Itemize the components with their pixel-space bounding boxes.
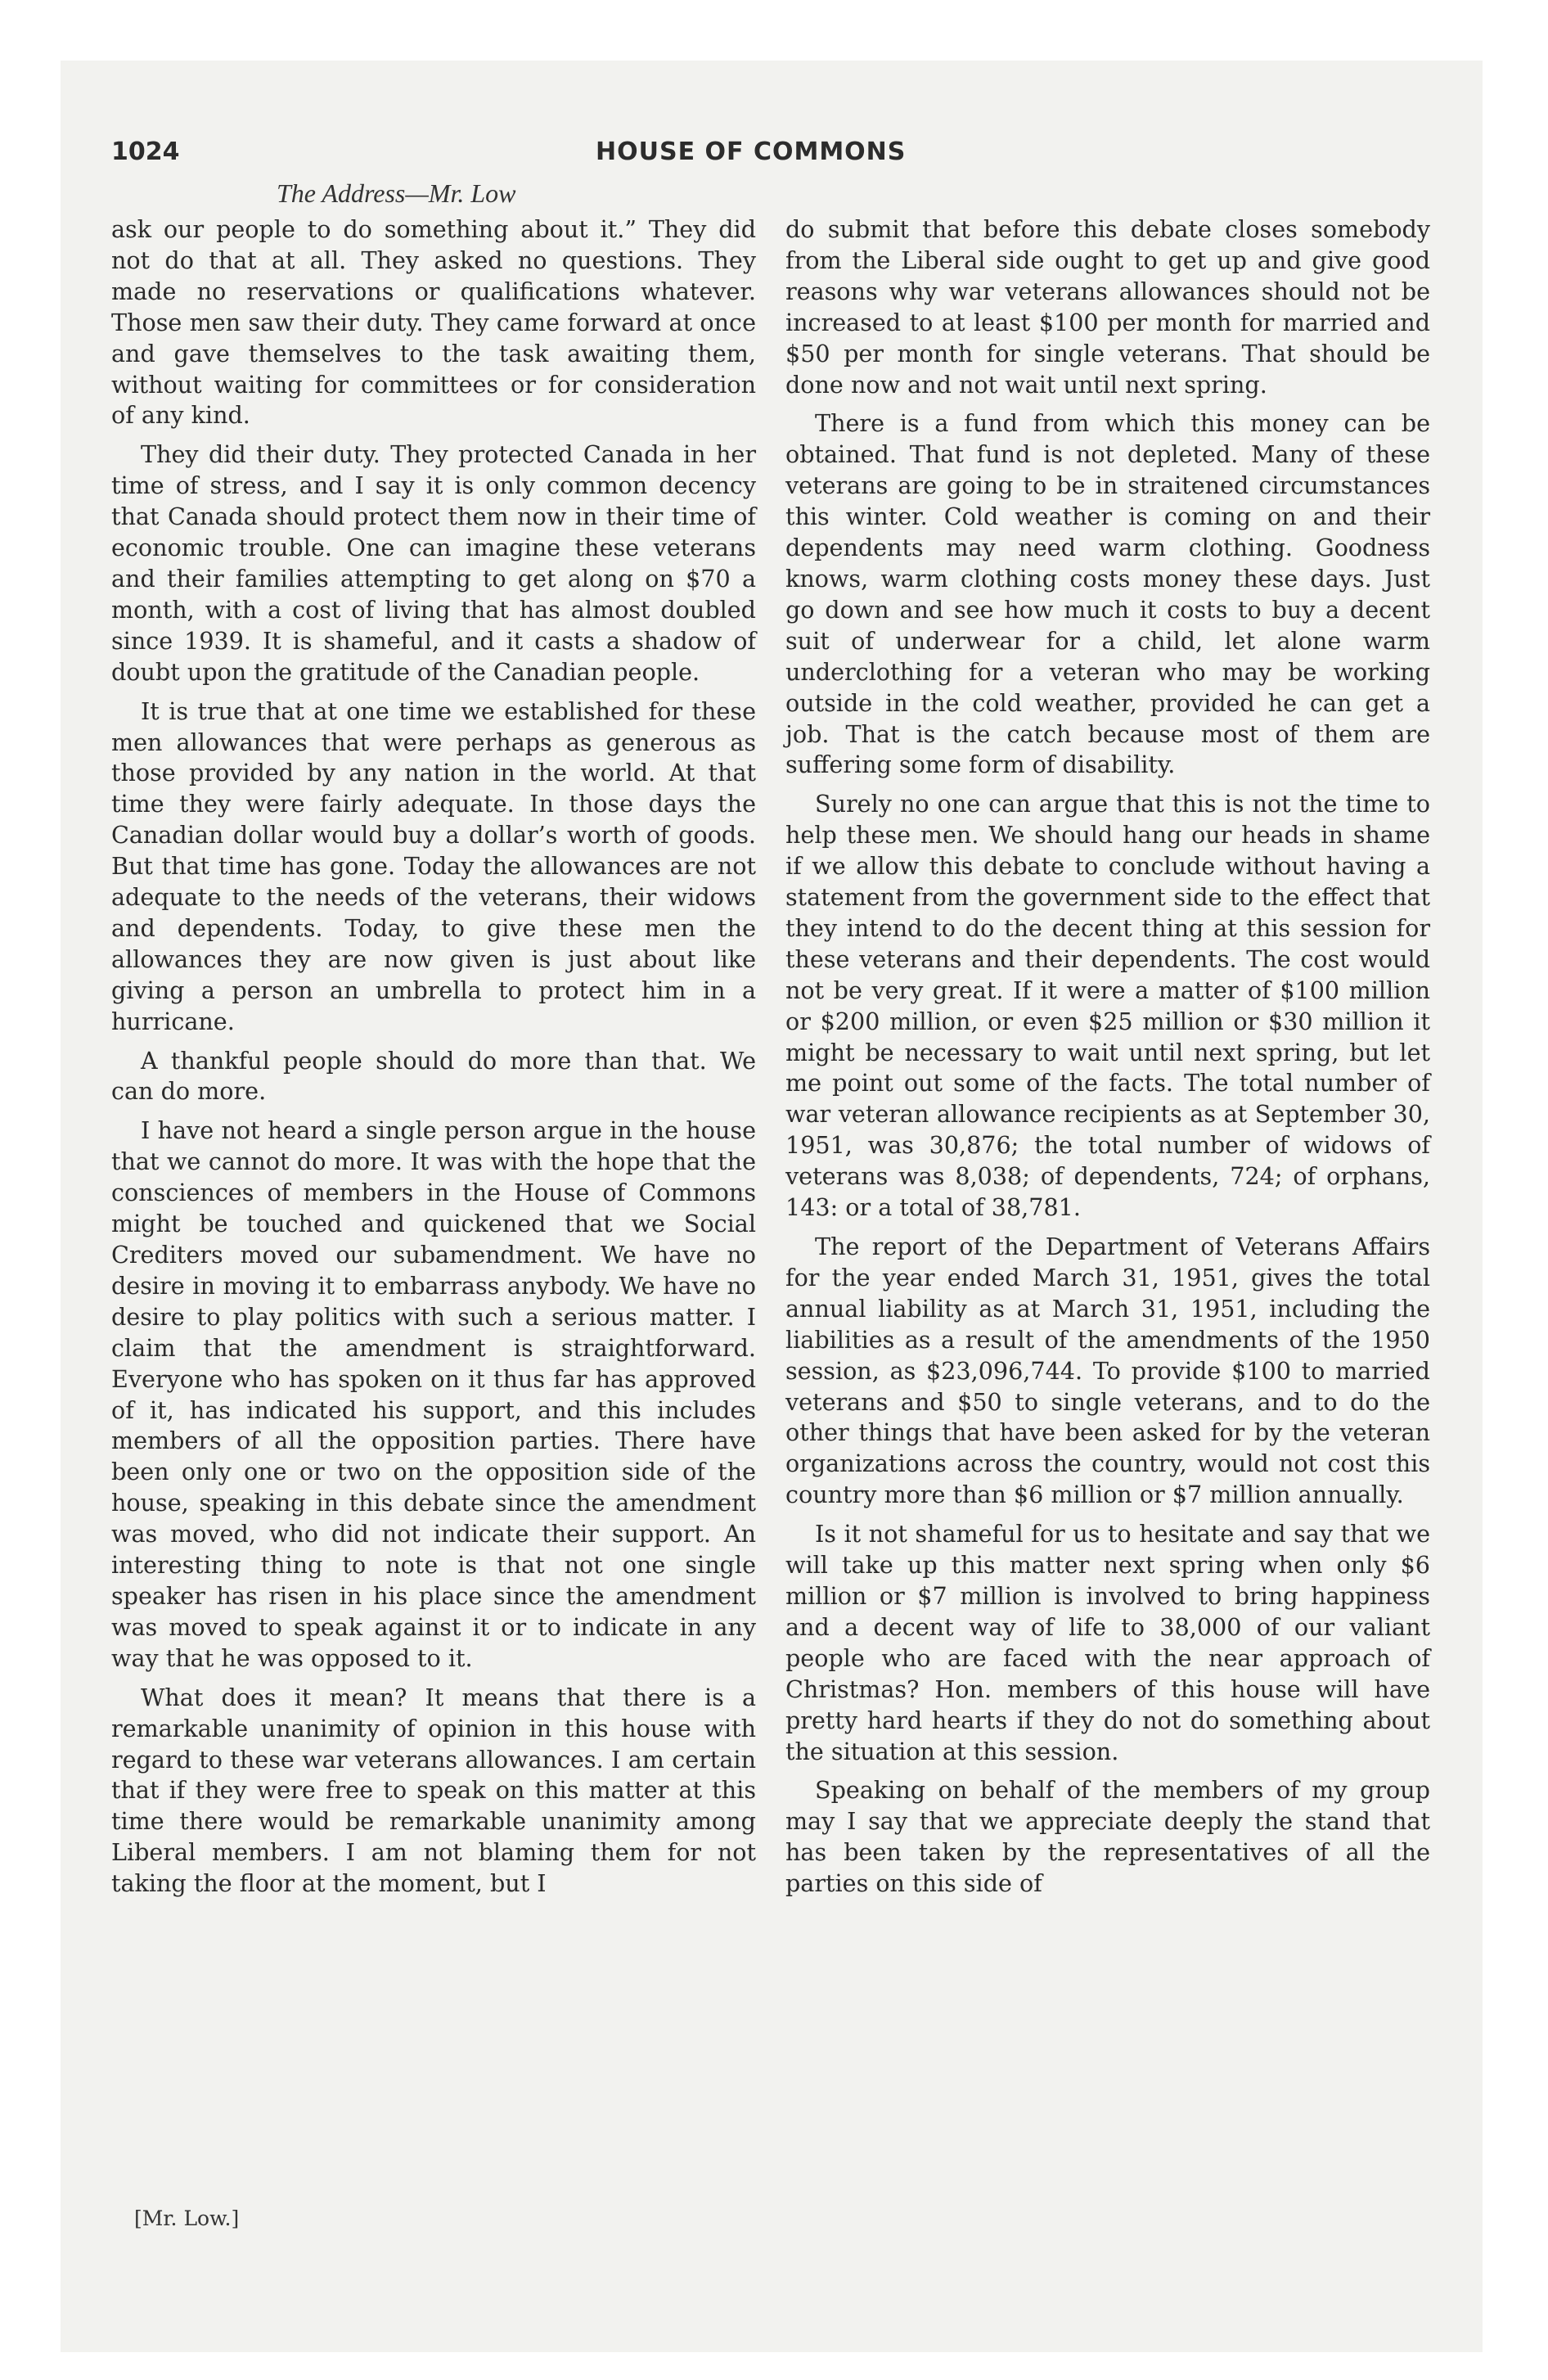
paragraph: I have not heard a single person argue in the house that we cannot do more. It was with the hope that the consciences of members in the House of Commons might be touched and quickened that we Social Crediters moved our subamendment. We have no desire in moving it to embarrass anybody. We have no desire to play politics with such a serious matter. I claim that the amendment is straightforward. Everyone who has spoken on it thus far has approved of it, has indicated his support, and this includes members of all the opposition parties. There have been only one or two on the opposition side of the house, speaking in this debate since the amendment was moved, who did not indicate their support. An interesting thing to note is that not one single speaker has risen in his place since the amendment was moved to speak against it or to indicate in any way that he was opposed to it. bbox=[111, 1116, 756, 1672]
paragraph: Surely no one can argue that this is not the time to help these men. We should hang our heads in shame if we allow this debate to conclude without having a statement from the government side to the effect that they intend to do the decent thing at this session for these veterans and their dependents. The cost would not be very great. If it were a matter of $100 million or $200 million, or even $25 million or $30 million it might be necessary to wait until next spring, but let me point out some of the facts. The total number of war veteran allowance recipients as at September 30, 1951, was 30,876; the total number of widows of veterans was 8,038; of dependents, 724; of orphans, 143: or a total of 38,781. bbox=[785, 790, 1430, 1222]
paragraph: It is true that at one time we established for these men allowances that were perhaps as generous as those provided by any nation in the world. At that time they were fairly adequate. In those days the Canadian dollar would buy a dollar’s worth of goods. But that time has gone. Today the allowances are not adequate to the needs of the veterans, their widows and dependents. Today, to give these men the allowances they are now given is just about like giving a person an umbrella to protect him in a hurricane. bbox=[111, 696, 756, 1035]
paragraph: There is a fund from which this money can be obtained. That fund is not depleted. Many of these veterans are going to be in straitened circumstances this winter. Cold weather is coming on and their dependents may need warm clothing. Goodness knows, warm clothing costs money these days. Just go down and see how much it costs to buy a decent suit of underwear for a child, let alone warm underclothing for a veteran who may be working outside in the cold weather, provided he can get a job. That is the catch because most of them are suffering some form of disability. bbox=[785, 409, 1430, 779]
paragraph: A thankful people should do more than that. We can do more. bbox=[111, 1046, 756, 1106]
left-column bbox=[111, 214, 756, 1908]
right-column bbox=[785, 214, 1430, 1908]
paragraph: ask our people to do something about it.” They did not do that at all. They asked no questions. They made no reservations or qualifications whatever. Those men saw their duty. They came forward at once and gave themselves to the task awaiting them, without waiting for committees or for consideration of any kind. bbox=[111, 215, 756, 430]
page-title: HOUSE OF COMMONS bbox=[596, 137, 907, 166]
paragraph: Speaking on behalf of the members of my group may I say that we appreciate deeply the stand that has been taken by the representatives of all the parties on this side of bbox=[785, 1776, 1430, 1898]
paragraph: They did their duty. They protected Canada in her time of stress, and I say it is only common decency that Canada should protect them now in their time of economic trouble. One can imagine these veterans and their families attempting to get along on $70 a month, with a cost of living that has almost doubled since 1939. It is shameful, and it casts a shadow of doubt upon the gratitude of the Canadian people. bbox=[111, 440, 756, 686]
speaker-footer: [Mr. Low.] bbox=[134, 2206, 240, 2230]
running-subhead: The Address—Mr. Low bbox=[277, 178, 516, 208]
paragraph: The report of the Department of Veterans Affairs for the year ended March 31, 1951, gives the total annual liability as at March 31, 1951, including the liabilities as a result of the amendments of the 1950 session, as $23,096,744. To provide $100 to married veterans and $50 to single veterans, and to do the other things that have been asked for by the veteran organizations across the country, would not cost this country more than $6 million or $7 million annually. bbox=[785, 1233, 1430, 1509]
paragraph: do submit that before this debate closes somebody from the Liberal side ought to get up and give good reasons why war veterans allowances should not be increased to at least $100 per month for married and $50 per month for single veterans. That should be done now and not wait until next spring. bbox=[785, 215, 1430, 399]
page-number: 1024 bbox=[111, 137, 180, 166]
paragraph: What does it mean? It means that there is a remarkable unanimity of opinion in this house with regard to these war veterans allowances. I am certain that if they were free to speak on this matter at this time there would be remarkable unanimity among Liberal members. I am not blaming them for not taking the floor at the moment, but I bbox=[111, 1683, 756, 1898]
paragraph: Is it not shameful for us to hesitate and say that we will take up this matter next spring when only $6 million or $7 million is involved to bring happiness and a decent way of life to 38,000 of our valiant people who are faced with the near approach of Christmas? Hon. members of this house will have pretty hard hearts if they do not do something about the situation at this session. bbox=[785, 1520, 1430, 1765]
